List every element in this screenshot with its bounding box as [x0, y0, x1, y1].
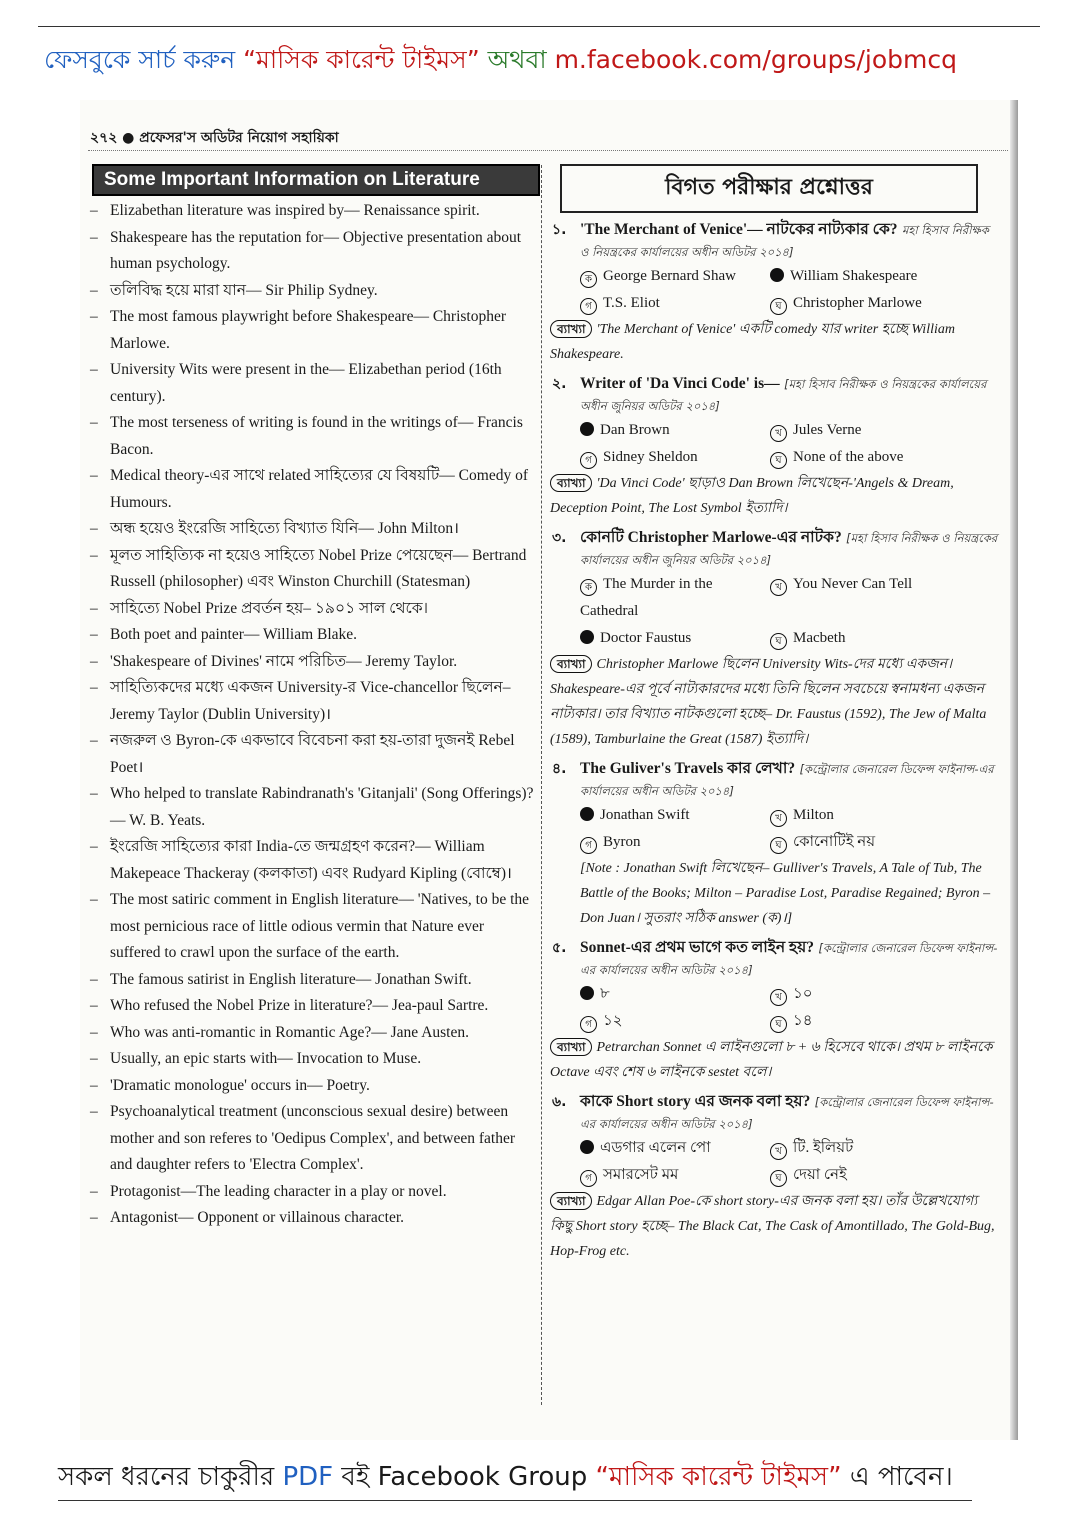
info-item-text: University Wits were present in the— Elizabethan period (16th century).	[110, 361, 502, 405]
explanation	[550, 652, 998, 752]
explanation-text: 'Da Vinci Code' ছাড়াও Dan Brown লিখেছেন-'Angels & Dream, Deception Point, The Lost Symbol ইত্যাদি।	[550, 476, 954, 516]
option-letter-icon: ঘ	[770, 1170, 787, 1187]
question-item	[548, 373, 998, 521]
question-item	[548, 758, 998, 931]
bottom-text-3: এ পাবেন।	[849, 1462, 953, 1492]
option-text: Sidney Sheldon	[603, 449, 698, 465]
option-letter-icon: ক	[580, 271, 597, 288]
page-edge-shadow	[1010, 100, 1018, 1440]
option-text: ১৪	[793, 1013, 813, 1029]
info-item	[48, 967, 538, 994]
info-item	[48, 993, 538, 1020]
section-title: Some Important Information on Literature	[92, 164, 540, 196]
bottom-group-name: “মাসিক কারেন্ট টাইমস”	[595, 1462, 842, 1492]
option	[770, 829, 980, 856]
question-list	[548, 219, 998, 1264]
option-text: The Murder in the Cathedral	[580, 576, 713, 619]
top-banner	[44, 40, 1044, 83]
info-item-text: নজরুল ও Byron-কে একভাবে বিবেচনা করা হয়-তারা দুজনই Rebel Poet।	[110, 732, 515, 776]
filled-answer-icon	[580, 630, 594, 644]
bullet-dash: –	[90, 838, 98, 855]
info-item	[48, 649, 538, 676]
banner-group-link[interactable]: m.facebook.com/groups/jobmcq	[554, 45, 957, 74]
info-item	[48, 516, 538, 543]
option-grid	[580, 571, 998, 652]
bottom-text-1: সকল ধরনের চাকুরীর	[58, 1462, 275, 1492]
option-correct	[580, 802, 770, 829]
option-text: Jonathan Swift	[600, 807, 690, 823]
option-letter-icon: ক	[580, 579, 597, 596]
option-grid	[580, 417, 998, 471]
question-source: [মহা হিসাব নিরীক্ষক ও নিয়ন্ত্রকের কার্যালয়ের অধীন জুনিয়র অডিটর ২০১৪]	[580, 531, 998, 567]
option-letter-icon: ঘ	[770, 298, 787, 315]
info-item-text: সাহিত্যিকদের মধ্যে একজন University-র Vice-chancellor ছিলেন– Jeremy Taylor (Dublin University)।	[110, 679, 511, 723]
bullet-dash: –	[90, 785, 98, 802]
bullet-dash: –	[90, 202, 98, 219]
bullet-dash: –	[90, 891, 98, 908]
option-letter-icon: ঘ	[770, 452, 787, 469]
question-item	[548, 1091, 998, 1264]
bullet-dash: –	[90, 228, 98, 246]
bullet-dash: –	[90, 1209, 98, 1226]
info-item	[48, 596, 538, 623]
info-item-text: 'Dramatic monologue' occurs in— Poetry.	[110, 1076, 370, 1094]
explanation	[550, 317, 998, 367]
banner-or-text: অথবা	[487, 45, 547, 74]
explanation-badge: ব্যাখ্যা	[550, 655, 592, 673]
option-text: T.S. Eliot	[603, 295, 660, 311]
option-text: সমারসেট মম	[603, 1167, 679, 1183]
info-item-text: Psychoanalytical treatment (unconscious sexual desire) between mother and son referes to 'Oedipus Complex', and between father and daughter refers to 'Electra Complex'.	[110, 1103, 516, 1173]
left-column	[48, 164, 538, 1232]
info-item	[48, 728, 538, 781]
option-text: Jules Verne	[793, 422, 862, 438]
question-text: 'The Merchant of Venice'— নাটকের নাট্যকার কে?	[580, 221, 898, 238]
option-grid	[580, 263, 998, 317]
answer-note: [Note : Jonathan Swift লিখেছেন– Gulliver's Travels, A Tale of Tub, The Battle of the Books; Milton – Paradise Lost, Paradise Regained; Byron – Don Juan। সুতরাং সঠিক answer (ক)।]	[580, 861, 991, 926]
option-letter-icon: ঘ	[770, 837, 787, 854]
option	[770, 444, 980, 471]
bullet-dash: –	[90, 1050, 98, 1067]
option-correct	[580, 417, 770, 444]
banner-search-text: ফেসবুকে সার্চ করুন	[44, 45, 236, 74]
bullet-dash: –	[90, 467, 98, 484]
info-item-text: Protagonist—The leading character in a play or novel.	[110, 1182, 447, 1200]
option-text: এডগার এলেন পো	[600, 1140, 711, 1156]
explanation-badge: ব্যাখ্যা	[550, 320, 592, 338]
option-letter-icon: গ	[580, 837, 597, 854]
bottom-rule	[58, 1500, 972, 1501]
option-letter-icon: ঘ	[770, 633, 787, 650]
option-letter-icon: গ	[580, 298, 597, 315]
option	[770, 1008, 980, 1035]
info-item-text: Shakespeare has the reputation for— Objective presentation about human psychology.	[110, 228, 522, 272]
info-item	[48, 278, 538, 305]
question-item	[548, 527, 998, 752]
option	[770, 290, 980, 317]
running-head: ২৭২ ● প্রফেসর'স অডিটর নিয়োগ সহায়িকা	[90, 130, 339, 146]
option-correct	[580, 1135, 770, 1162]
bullet-dash: –	[90, 414, 98, 431]
explanation-text: Edgar Allan Poe-কে short story-এর জনক বলা হয়। তাঁর উল্লেখযোগ্য কিছু Short story হচ্ছে– The Black Cat, The Cask of Amontillado, The Gold-Bug, Hop-Frog etc.	[550, 1194, 995, 1259]
info-item-text: Elizabethan literature was inspired by— Renaissance spirit.	[110, 202, 480, 219]
filled-answer-icon	[580, 1140, 594, 1154]
option-letter-icon: খ	[770, 425, 787, 442]
option-grid	[580, 1135, 998, 1189]
option-letter-icon: খ	[770, 579, 787, 596]
bullet-dash: –	[90, 599, 98, 617]
explanation-badge: ব্যাখ্যা	[550, 1192, 592, 1210]
info-item-text: Usually, an epic starts with— Invocation to Muse.	[110, 1050, 422, 1067]
info-item	[48, 887, 538, 967]
info-item-text: অন্ধ হয়েও ইংরেজি সাহিত্যে বিখ্যাত যিনি— John Milton।	[110, 520, 459, 537]
info-item-text: Medical theory-এর সাথে related সাহিত্যের যে বিষয়টি— Comedy of Humours.	[110, 467, 528, 511]
option-text: কোনোটিই নয়	[793, 834, 876, 850]
bullet-dash: –	[90, 679, 98, 696]
option-text: Milton	[793, 807, 834, 823]
option	[580, 290, 770, 317]
info-item-text: The most terseness of writing is found in the writings of— Francis Bacon.	[110, 414, 523, 458]
option	[580, 263, 770, 290]
option-text: Dan Brown	[600, 422, 670, 438]
bullet-dash: –	[90, 997, 98, 1014]
question-source: [মহা হিসাব নিরীক্ষক ও নিয়ন্ত্রকের কার্যালয়ের অধীন জুনিয়র অডিটর ২০১৪]	[580, 377, 987, 413]
question-text: Sonnet-এর প্রথম ভাগে কত লাইন হয়?	[580, 939, 815, 956]
option-text: ১০	[793, 986, 813, 1002]
question-number: ২.	[552, 376, 567, 392]
explanation	[550, 1035, 998, 1085]
explanation	[550, 471, 998, 521]
info-item	[48, 357, 538, 410]
bullet-dash: –	[90, 361, 98, 378]
option-letter-icon: ঘ	[770, 1016, 787, 1033]
bullet-dash: –	[90, 1076, 98, 1094]
question-number: ৬.	[552, 1094, 567, 1110]
bullet-dash: –	[90, 732, 98, 749]
bullet-dash: –	[90, 652, 98, 670]
option-letter-icon: গ	[580, 1170, 597, 1187]
info-item	[48, 781, 538, 834]
bullet-dash: –	[90, 1182, 98, 1200]
question-number: ৩.	[552, 530, 567, 546]
bullet-dash: –	[90, 626, 98, 643]
option-letter-icon: গ	[580, 1016, 597, 1033]
explanation-text: Christopher Marlowe ছিলেন University Wits-দের মধ্যে একজন। Shakespeare-এর পূর্বে নাট্যকারদের মধ্যে তিনি ছিলেন সবচেয়ে স্বনামধন্য একজন নাট্যকার। তার বিখ্যাত নাটকগুলো হচ্ছে– Dr. Faustus (1592), The Jew of Malta (1589), Tamburlaine the Great (1587) ইত্যাদি।	[550, 657, 987, 747]
info-item	[48, 304, 538, 357]
info-item-text: Who helped to translate Rabindranath's 'Gitanjali' (Song Offerings)?— W. B. Yeats.	[110, 785, 534, 829]
info-item-text: Who was anti-romantic in Romantic Age?— Jane Austen.	[110, 1023, 469, 1041]
option-text: George Bernard Shaw	[603, 268, 737, 284]
right-column	[548, 164, 998, 1264]
filled-answer-icon	[580, 422, 594, 436]
option-text: Byron	[603, 834, 641, 850]
info-item-text: The most satiric comment in English literature— 'Natives, to be the most pernicious race of little odious vermin that Nature ever suffered to crawl upon the surface of the earth.	[110, 891, 530, 961]
option	[770, 802, 980, 829]
question-text: Writer of 'Da Vinci Code' is—	[580, 375, 780, 392]
option-grid	[580, 802, 998, 856]
bottom-pdf-text: PDF	[282, 1462, 334, 1492]
bullet-dash: –	[90, 970, 98, 988]
filled-answer-icon	[580, 807, 594, 821]
option-letter-icon: খ	[770, 1143, 787, 1160]
option	[580, 1008, 770, 1035]
option-correct	[580, 981, 770, 1008]
option	[580, 829, 770, 856]
info-item-text: মূলত সাহিত্যিক না হয়েও সাহিত্যে Nobel Prize পেয়েছেন— Bertrand Russell (philosopher) এবং Winston Churchill (Statesman)	[110, 546, 527, 590]
question-number: ৫.	[552, 940, 567, 956]
question-text: কাকে Short story এর জনক বলা হয়?	[580, 1093, 811, 1110]
option-correct	[770, 263, 980, 290]
info-item	[48, 834, 538, 887]
option-correct	[580, 625, 770, 652]
bullet-dash: –	[90, 1103, 98, 1120]
option-text: Christopher Marlowe	[793, 295, 922, 311]
question-item	[548, 219, 998, 367]
past-exam-title: বিগত পরীক্ষার প্রশ্নোত্তর	[560, 164, 978, 213]
info-item	[48, 1020, 538, 1047]
info-list	[48, 198, 538, 1232]
filled-answer-icon	[770, 268, 784, 282]
bottom-text-2: বই Facebook Group	[341, 1462, 588, 1492]
question-source: মহা হিসাব নিরীক্ষক ও নিয়ন্ত্রকের কার্যালয়ের অধীন অডিটর ২০১৪]	[580, 223, 989, 259]
option	[580, 571, 770, 625]
option-text: দেয়া নেই	[793, 1167, 847, 1183]
explanation-text: Petrarchan Sonnet এ লাইনগুলো ৮ + ৬ হিসেবে থাকে। প্রথম ৮ লাইনকে Octave এবং শেষ ৬ লাইনকে sestet বলে।	[550, 1040, 993, 1080]
option	[770, 417, 980, 444]
option	[770, 981, 980, 1008]
question-source: [কন্ট্রোলার জেনারেল ডিফেন্স ফাইনান্স-এর কার্যালয়ের অধীন অডিটর ২০১৪]	[580, 1095, 994, 1131]
option-grid	[580, 981, 998, 1035]
question-number: ১.	[552, 222, 567, 238]
question-source: [কন্ট্রোলার জেনারেল ডিফেন্স ফাইনান্স-এর কার্যালয়ের অধীন অডিটর ২০১৪]	[580, 941, 998, 977]
info-item	[48, 225, 538, 278]
option-letter-icon: খ	[770, 810, 787, 827]
option	[580, 444, 770, 471]
filled-answer-icon	[580, 986, 594, 1000]
info-item-text: Who refused the Nobel Prize in literature?— Jea-paul Sartre.	[110, 997, 489, 1014]
explanation	[550, 1189, 998, 1264]
explanation-badge: ব্যাখ্যা	[550, 1038, 592, 1056]
top-rule	[38, 26, 1040, 27]
option-letter-icon: গ	[580, 452, 597, 469]
question-number: ৪.	[552, 761, 567, 777]
info-item	[48, 463, 538, 516]
info-item-text: তলিবিদ্ধ হয়ে মারা যান— Sir Philip Sydney.	[110, 281, 378, 299]
info-item	[48, 1099, 538, 1179]
explanation-text: 'The Merchant of Venice' একটি comedy যার writer হচ্ছে William Shakespeare.	[550, 322, 955, 362]
option-letter-icon: খ	[770, 989, 787, 1006]
bullet-dash: –	[90, 520, 98, 537]
option-text: Macbeth	[793, 630, 846, 646]
info-item-text: Antagonist— Opponent or villainous character.	[110, 1209, 405, 1226]
option-text: William Shakespeare	[790, 268, 918, 284]
bullet-dash: –	[90, 546, 98, 564]
option-text: ৮	[600, 986, 610, 1002]
info-item-text: The most famous playwright before Shakespeare— Christopher Marlowe.	[110, 308, 507, 352]
question-source: [কন্ট্রোলার জেনারেল ডিফেন্স ফাইনান্স-এর কার্যালয়ের অধীন অডিটর ২০১৪]	[580, 762, 994, 798]
info-item-text: The famous satirist in English literature— Jonathan Swift.	[110, 970, 472, 988]
info-item-text: Both poet and painter— William Blake.	[110, 626, 358, 643]
bullet-dash: –	[90, 1023, 98, 1041]
option-text: Doctor Faustus	[600, 630, 692, 646]
info-item	[48, 1205, 538, 1232]
option	[580, 1162, 770, 1189]
option-text: None of the above	[793, 449, 904, 465]
info-item-text: ইংরেজি সাহিত্যের কারা India-তে জন্মগ্রহণ করেন?— William Makepeace Thackeray (কলকাতা) এবং Rudyard Kipling (বোম্বে)।	[110, 838, 512, 882]
info-item	[48, 675, 538, 728]
info-item	[48, 410, 538, 463]
column-divider	[541, 165, 542, 1405]
option-text: ১২	[603, 1013, 623, 1029]
info-item	[48, 543, 538, 596]
info-item-text: 'Shakespeare of Divines' নামে পরিচিত— Jeremy Taylor.	[110, 652, 458, 670]
option-text: You Never Can Tell	[793, 576, 913, 592]
option	[770, 1135, 980, 1162]
option	[770, 625, 980, 652]
option	[770, 571, 980, 625]
option	[770, 1162, 980, 1189]
info-item	[48, 1073, 538, 1100]
bullet-dash: –	[90, 308, 98, 325]
info-item	[48, 622, 538, 649]
info-item	[48, 198, 538, 225]
question-item	[548, 937, 998, 1085]
info-item-text: সাহিত্যে Nobel Prize প্রবর্তন হয়– ১৯০১ সাল থেকে।	[110, 599, 429, 617]
info-item	[48, 1046, 538, 1073]
banner-group-name: “মাসিক কারেন্ট টাইমস”	[243, 45, 480, 74]
question-text: কোনটি Christopher Marlowe-এর নাটক?	[580, 529, 842, 546]
explanation-badge: ব্যাখ্যা	[550, 474, 592, 492]
option-text: টি. ইলিয়ট	[793, 1140, 854, 1156]
question-text: The Guliver's Travels কার লেখা?	[580, 760, 796, 777]
header-dotted-rule	[88, 150, 1008, 151]
info-item	[48, 1179, 538, 1206]
bottom-banner	[58, 1456, 1038, 1500]
bullet-dash: –	[90, 281, 98, 299]
